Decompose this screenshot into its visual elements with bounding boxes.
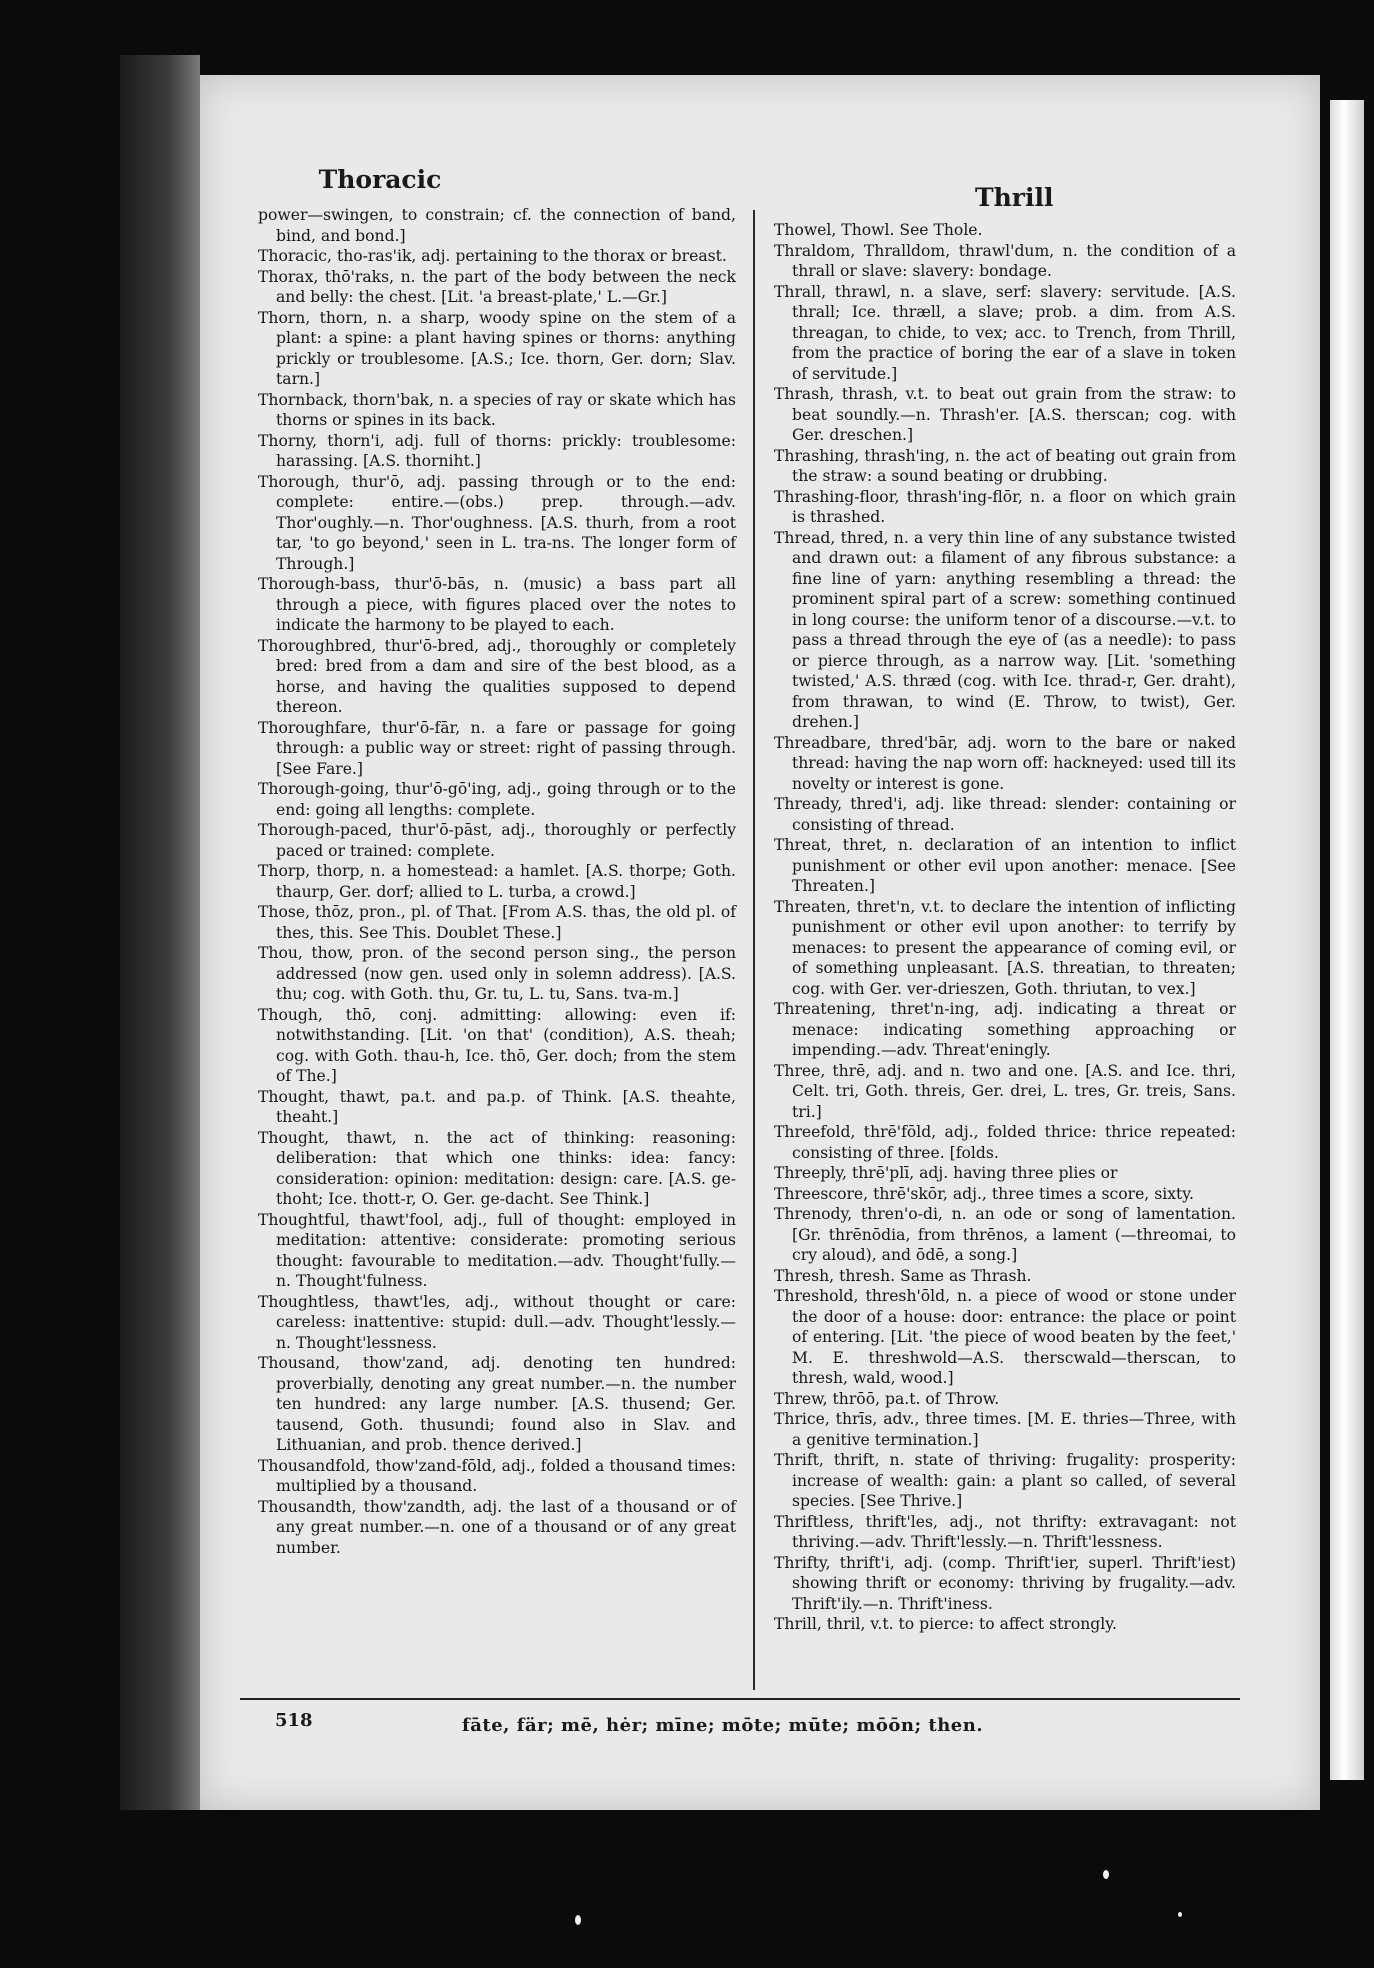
entry: Thousandth, thow'zandth, adj. the last of a thousand or of any great number.—n. one of a thousand or of any great number. (258, 1497, 736, 1557)
entry: Thorough-going, thur'ō-gō'ing, adj., going through or to the end: going all lengths: complete. (258, 780, 736, 819)
entry: Thrill, thril, v.t. to pierce: to affect strongly. (774, 1615, 1117, 1633)
entry: Thrashing-floor, thrash'ing-flōr, n. a floor on which grain is thrashed. (774, 487, 1236, 526)
entry: Thrall, thrawl, n. a slave, serf: slavery: servitude. [A.S. thrall; Ice. thræll, a slave; prob. a dim. from A.S. threagan, to chide, to vex; acc. to Trench, from Thrill, from the practice of boring the ear of a slave in token of servitude.] (774, 282, 1236, 383)
entry: Threnody, thren'o-di, n. an ode or song of lamentation. [Gr. thrēnōdia, from thrēnos, a lament (—threomai, to cry aloud), and ōdē, a song.] (774, 1205, 1236, 1264)
entry: Threw, thrōō, pa.t. of Throw. (774, 1389, 1000, 1408)
entry: power—swingen, to constrain; cf. the connection of band, bind, and bond.] (258, 206, 736, 245)
entry: Threat, thret, n. declaration of an intention to inflict punishment or other evil upon another: menace. [See Threaten.] (774, 836, 1236, 895)
entry: Thoracic, tho-ras'ik, adj. pertaining to the thorax or breast. (258, 247, 727, 265)
column-divider (753, 210, 755, 1690)
entry: Three, thrē, adj. and n. two and one. [A.S. and Ice. thri, Celt. tri, Goth. threis, Ger. drei, L. tres, Gr. treis, Sans. tri.] (774, 1061, 1236, 1121)
running-head-right: Thrill (975, 183, 1054, 212)
entry: Thoroughbred, thur'ō-bred, adj., thoroughly or completely bred: bred from a dam and sire of the best blood, as a horse, and having the qualities supposed to depend thereon. (258, 636, 736, 716)
entry: Thrift, thrift, n. state of thriving: frugality: prosperity: increase of wealth: gain: a plant so called, of several species. [See Thrive.] (774, 1451, 1236, 1510)
entry: Thresh, thresh. Same as Thrash. (774, 1266, 1032, 1285)
entry: Thrifty, thrift'i, adj. (comp. Thrift'ier, superl. Thrift'iest) showing thrift or economy: thriving by frugality.—adv. Thrift'ily.—n. Thrift'iness. (774, 1553, 1236, 1613)
entry: Those, thōz, pron., pl. of That. [From A.S. thas, the old pl. of thes, this. See This. Doublet These.] (258, 903, 736, 942)
entry: Thorough, thur'ō, adj. passing through or to the end: complete: entire.—(obs.) prep. through.—adv. Thor'oughly.—n. Thor'oughness. [A.S. thurh, from a root tar, 'to go beyond,' seen in L. tra-ns. The longer form of Through.] (258, 472, 736, 573)
entry: Thorp, thorp, n. a homestead: a hamlet. [A.S. thorpe; Goth. thaurp, Ger. dorf; allied to L. turba, a crowd.] (258, 862, 736, 901)
book-edge (120, 55, 200, 1810)
entry: Thoroughfare, thur'ō-fār, n. a fare or passage for going through: a public way or street: right of passing through. [See Fare.] (258, 718, 736, 778)
entry: Threadbare, thred'bār, adj. worn to the bare or naked thread: having the nap worn off: hackneyed: used till its novelty or interest is gone. (774, 733, 1236, 793)
entry: Thorn, thorn, n. a sharp, woody spine on the stem of a plant: a spine: a plant having spines or thorns: anything prickly or troublesome. [A.S.; Ice. thorn, Ger. dorn; Slav. tarn.] (258, 308, 736, 388)
dust-speck (1178, 1912, 1182, 1917)
entry: Thought, thawt, n. the act of thinking: reasoning: deliberation: that which one thinks: idea: fancy: consideration: opinion: meditation: design: care. [A.S. ge-thoht; Ice. thott-r, O. Ger. ge-dacht. See Think.] (258, 1128, 736, 1208)
entry: Thousandfold, thow'zand-fōld, adj., folded a thousand times: multiplied by a thousand. (258, 1456, 736, 1495)
entry: Thrashing, thrash'ing, n. the act of beating out grain from the straw: a sound beating or drubbing. (774, 446, 1236, 485)
entry: Threescore, thrē'skōr, adj., three times a score, sixty. (774, 1184, 1194, 1203)
entry: Thriftless, thrift'les, adj., not thrifty: extravagant: not thriving.—adv. Thrift'lessly.—n. Thrift'lessness. (774, 1512, 1236, 1551)
entry: Thread, thred, n. a very thin line of any substance twisted and drawn out: a filament of any fibrous substance: a fine line of yarn: anything resembling a thread: the prominent spiral part of a screw: something continued in long course: the uniform tenor of a discourse.—v.t. to pass a thread through the eye of (as a needle): to pass or pierce through, as a narrow way. [Lit. 'something twisted,' A.S. thræd (cog. with Ice. thrad-r, Ger. draht), from thrawan, to wind (E. Throw, to twist), Ger. drehen.] (774, 528, 1236, 731)
entry: Thorough-paced, thur'ō-pāst, adj., thoroughly or perfectly paced or trained: complete. (258, 821, 736, 860)
entry: Thrash, thrash, v.t. to beat out grain from the straw: to beat soundly.—n. Thrash'er. [A.S. therscan; cog. with Ger. dreschen.] (774, 385, 1236, 444)
entry: Thornback, thorn'bak, n. a species of ray or skate which has thorns or spines in its back. (258, 390, 736, 429)
dust-speck (575, 1915, 581, 1925)
entry: Thowel, Thowl. See Thole. (774, 221, 983, 239)
entry: Threshold, thresh'ōld, n. a piece of wood or stone under the door of a house: door: entrance: the place or point of entering. [Lit. 'the piece of wood beaten by the feet,' M. E. threshwold—A.S. therscwald—therscan, to thresh, wald, wood.] (774, 1287, 1236, 1387)
right-column (774, 220, 1236, 1635)
entry: Thoughtless, thawt'les, adj., without thought or care: careless: inattentive: stupid: dull.—adv. Thought'lessly.—n. Thought'lessness. (258, 1292, 736, 1352)
entry: Thought, thawt, pa.t. and pa.p. of Think. [A.S. theahte, theaht.] (258, 1087, 736, 1126)
entry: Thorax, thō'raks, n. the part of the body between the neck and belly: the chest. [Lit. 'a breast-plate,' L.—Gr.] (258, 267, 736, 306)
entry: Threeply, thrē'plī, adj. having three plies or (774, 1164, 1118, 1182)
entry: Thorny, thorn'i, adj. full of thorns: prickly: troublesome: harassing. [A.S. thorniht.] (258, 431, 736, 470)
footer-rule (240, 1698, 1240, 1700)
facing-page-edge (1330, 100, 1364, 1780)
entry: Threatening, thret'n-ing, adj. indicating a threat or menace: indicating something approaching or impending.—adv. Threat'eningly. (774, 1000, 1236, 1059)
running-head-left: Thoracic (318, 165, 442, 194)
entry: Thou, thow, pron. of the second person sing., the person addressed (now gen. used only in solemn address). [A.S. thu; cog. with Goth. thu, Gr. tu, L. tu, Sans. tva-m.] (258, 944, 736, 1003)
entry: Though, thō, conj. admitting: allowing: even if: notwithstanding. [Lit. 'on that' (condition), A.S. theah; cog. with Goth. thau-h, Ice. thō, Ger. doch; from the stem of The.] (258, 1005, 736, 1085)
left-column (258, 205, 736, 1558)
pronunciation-key: fāte, fär; mē, hėr; mīne; mōte; mūte; mōōn; then. (462, 1715, 984, 1736)
entry: Thousand, thow'zand, adj. denoting ten hundred: proverbially, denoting any great number.—n. the number ten hundred: any large number. [A.S. thusend; Ger. tausend, Goth. thusundi; found also in Slav. and Lithuanian, and prob. thence derived.] (258, 1354, 736, 1454)
entry: Thoughtful, thawt'fool, adj., full of thought: employed in meditation: attentive: considerate: promoting serious thought: favourable to meditation.—adv. Thought'fully.—n. Thought'fulness. (258, 1210, 736, 1290)
entry: Thready, thred'i, adj. like thread: slender: containing or consisting of thread. (774, 795, 1236, 834)
dust-speck (1103, 1870, 1109, 1879)
entry: Threefold, thrē'fōld, adj., folded thrice: thrice repeated: consisting of three. [folds. (774, 1123, 1236, 1162)
entry: Thraldom, Thralldom, thrawl'dum, n. the condition of a thrall or slave: slavery: bondage. (774, 241, 1236, 280)
entry: Thrice, thrīs, adv., three times. [M. E. thries—Three, with a genitive termination.] (774, 1410, 1236, 1449)
entry: Thorough-bass, thur'ō-bās, n. (music) a bass part all through a piece, with figures placed over the notes to indicate the harmony to be played to each. (258, 575, 736, 634)
entry: Threaten, thret'n, v.t. to declare the intention of inflicting punishment or other evil upon another: to terrify by menaces: to present the appearance of coming evil, or of something unpleasant. [A.S. threatian, to threaten; cog. with Ger. ver-drieszen, Goth. thriutan, to vex.] (774, 897, 1236, 998)
page-number: 518 (275, 1710, 313, 1731)
